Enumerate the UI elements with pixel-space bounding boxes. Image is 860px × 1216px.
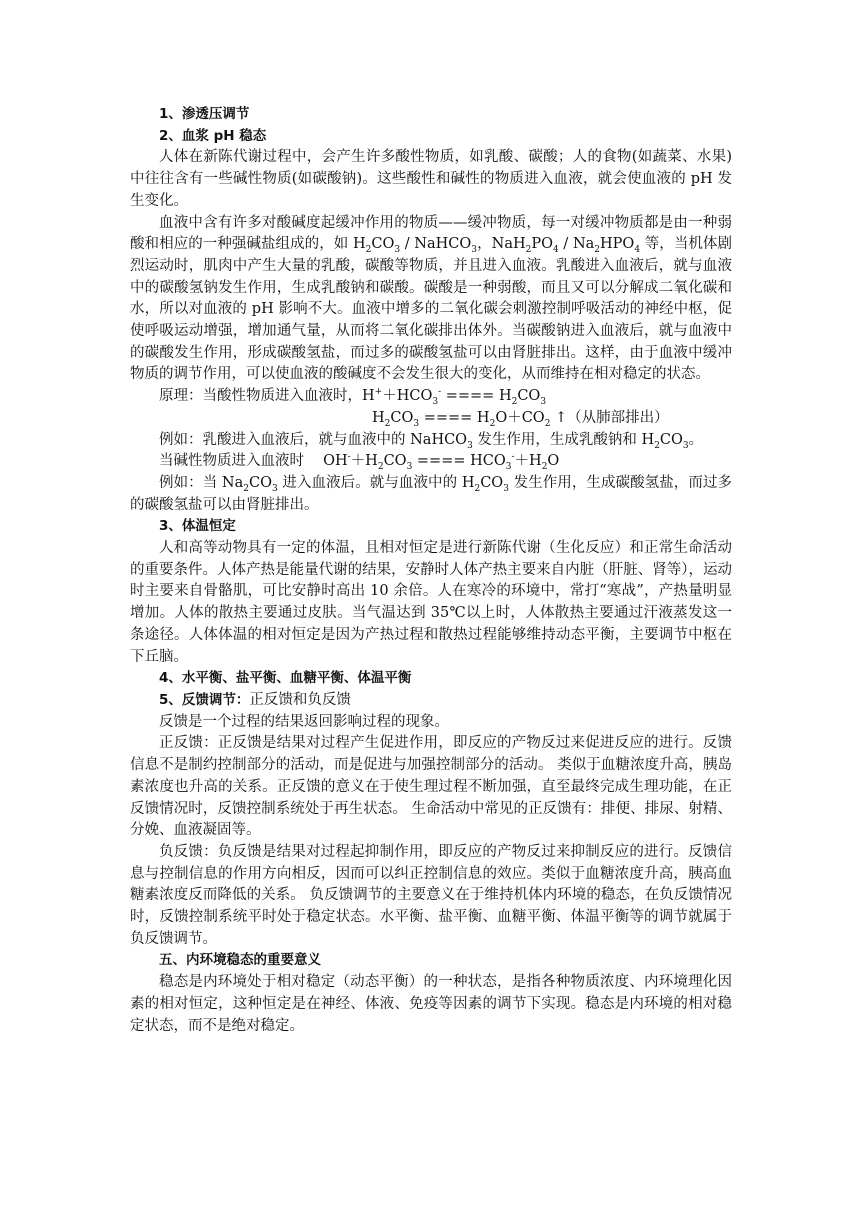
paragraph-negative-feedback: 负反馈：负反馈是结果对过程起抑制作用，即反应的产物反过来抑制反应的进行。反馈信息与控制信息的作用方向相反，因而可以纠正控制信息的效应。类似于血糖浓度升高，胰高血糖素浓度反而降低的关系。 负反馈调节的主要意义在于维持机体内环境的稳态，在负反馈情况时，反馈控制系统平时处于稳定状态。水平衡、盐平衡、血糖平衡、体温平衡等的调节就属于负反馈调节。 [130,843,732,947]
heading-osmotic-regulation: 1、渗透压调节 [159,106,250,122]
paragraph-example-lactic-acid: 例如：乳酸进入血液后，就与血液中的 NaHCO$_3$ 发生作用，生成乳酸钠和 $H_2CO_3$。 [159,431,704,451]
paragraph-buffer-substances: 血液中含有许多对酸碱度起缓冲作用的物质——缓冲物质，每一对缓冲物质都是由一种弱酸和相应的一种强碱盐组成的，如 $H_2CO_3$ / NaHCO$_3$，$NaH_2PO_4 / Na_2HPO_4$ 等，当机体剧烈运动时，肌肉中产生大量的乳酸，碳酸等物质，并且进入血液。乳酸进入血液后，就与血液中的碳酸氢钠发生作用，生成乳酸钠和碳酸。碳酸是一种弱酸，而且又可以分解成二氧化碳和水，所以对血液的 pH 影响不大。血液中增多的二氧化碳会刺激控制呼吸活动的神经中枢，促使呼吸运动增强，增加通气量，从而将二氧化碳排出体外。当碳酸钠进入血液后，就与血液中的碳酸发生作用，形成碳酸氢盐，而过多的碳酸氢盐可以由肾脏排出。这样，由于血液中缓冲物质的调节作用，可以使血液的酸碱度不会发生很大的变化，从而维持在相对稳定的状态。 [130,214,732,383]
paragraph-feedback-definition: 反馈是一个过程的结果返回影响过程的现象。 [159,713,449,730]
heading-feedback-regulation: 5、反馈调节：正反馈和负反馈 [159,691,351,708]
equation-alkali-principle: 当碱性物质进入血液时 $OH^-+H_2CO_3$ ==== $HCO_3^-+H_2O$ [159,452,560,473]
paragraph-homeostasis: 稳态是内环境处于相对稳定（动态平衡）的一种状态，是指各种物质浓度、内环境理化因素的相对恒定，这种恒定是在神经、体液、免疫等因素的调节下实现。稳态是内环境的相对稳定状态，而不是绝对稳定。 [130,974,732,1034]
equation-carbonic-acid-decomposition: $H_2CO_3$ ==== $H_2O+CO_2$ ↑（从肺部排出） [372,409,669,429]
heading-body-temperature: 3、体温恒定 [159,518,236,535]
heading-balances: 4、水平衡、盐平衡、血糖平衡、体温平衡 [159,670,412,687]
paragraph-body-temperature: 人和高等动物具有一定的体温，且相对恒定是进行新陈代谢（生化反应）和正常生命活动的重要条件。人体产热是能量代谢的结果，安静时人体产热主要来自内脏（肝脏、肾等），运动时主要来自骨骼肌，可比安静时高出 10 余倍。人在寒冷的环境中，常打“寒战”，产热量明显增加。人体的散热主要通过皮肤。当气温达到 35℃以上时，人体散热主要通过汗液蒸发这一条途径。人体体温的相对恒定是因为产热过程和散热过程能够维持动态平衡，主要调节中枢在下丘脑。 [130,540,732,665]
equation-acid-principle: 原理：当酸性物质进入血液时，$H^++HCO_3^-$ ==== $H_2CO_3$ [159,387,547,408]
heading-homeostasis-significance: 五、内环境稳态的重要意义 [159,952,321,969]
paragraph-positive-feedback: 正反馈：正反馈是结果对过程产生促进作用，即反应的产物反过来促进反应的进行。反馈信息不是制约控制部分的活动，而是促进与加强控制部分的活动。 类似于血糖浓度升高，胰岛素浓度也升高的关系。正反馈的意义在于使生理过程不断加强，直至最终完成生理功能，在正反馈情况时，反馈控制系统处于再生状态。 生命活动中常见的正反馈有：排便、排尿、射精、分娩、血液凝固等。 [130,735,732,839]
heading-plasma-ph: 2、血浆 pH 稳态 [159,127,267,144]
paragraph-ph-intro: 人体在新陈代谢过程中，会产生许多酸性物质，如乳酸、碳酸；人的食物(如蔬菜、水果)中往往含有一些碱性物质(如碳酸钠)。这些酸性和碱性的物质进入血液，就会使血液的 pH 发生变化。 [130,149,732,209]
document-page [130,104,732,1037]
paragraph-example-sodium-carbonate: 例如：当 $Na_2CO_3$ 进入血液后。就与血液中的 $H_2CO_3$ 发生作用，生成碳酸氢盐，而过多的碳酸氢盐可以由肾脏排出。 [130,474,732,513]
